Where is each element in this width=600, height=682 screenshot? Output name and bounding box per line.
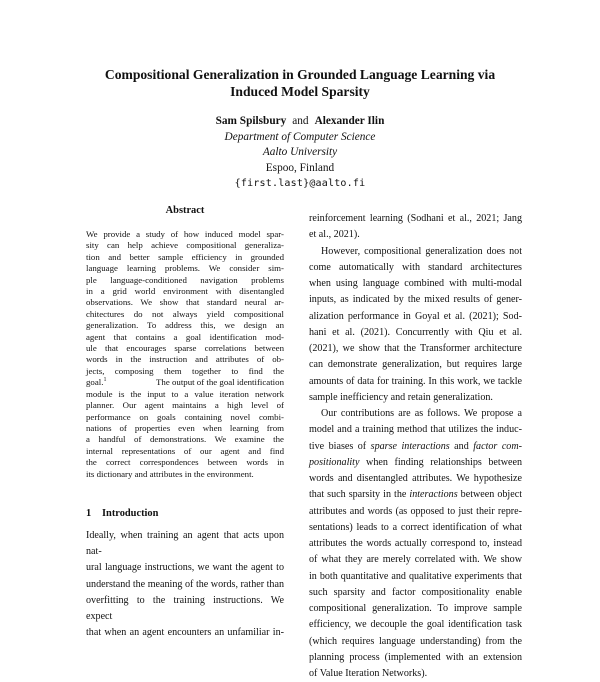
abstract-line: observations. We show that standard neural ar- [86, 297, 284, 308]
italic-run: interactions [409, 489, 458, 501]
author-names [0, 114, 600, 130]
right-line: sample inefficiency and retain generalization. [309, 391, 493, 403]
paper-title-line-1: Compositional Generalization in Grounded Language Learning via [104, 67, 496, 82]
right-line: (2021), we show that the Transformer architecture [309, 343, 522, 354]
right-line: alization performance in Goyal et al. (2021); Sod- [309, 310, 522, 322]
author-block [0, 114, 600, 192]
italic-run: positionality [309, 456, 360, 468]
abstract-line: language learning problems. We consider sim- [86, 263, 284, 274]
author-and: and [292, 115, 309, 127]
right-line: of Value Iteration Networks). [309, 668, 428, 679]
abstract-body [86, 229, 284, 480]
introduction-body [86, 528, 284, 641]
section-title: Introduction [102, 508, 159, 519]
right-line: compositional generalization. To improve sample [309, 603, 522, 614]
text-run: tive biases of [309, 440, 371, 452]
abstract-line: planner. Our agent maintains a high level of [86, 400, 284, 411]
right-line: hani et al. (2021). Concurrently with Qiu et al. [309, 326, 522, 338]
abstract-line: internal representations of our agent and find [86, 445, 284, 456]
abstract-line: performance on goals containing novel combi- [86, 411, 284, 422]
abstract-line-footnote [86, 377, 284, 388]
abstract-line: tion and better sample efficiency in grounded [86, 251, 284, 262]
abstract-line: sity can help achieve compositional generaliza- [86, 240, 284, 251]
abstract-line: a handful of demonstrations. We examine the [86, 434, 284, 445]
abstract-line: We provide a study of how induced model spar- [86, 229, 284, 239]
right-line-italic-2 [309, 455, 522, 471]
abstract-line: ule that encourages sparse correlations between [86, 343, 284, 354]
abstract-line: generalization. To address this, we design an [86, 320, 284, 331]
abstract-heading: Abstract [165, 205, 205, 216]
right-line-italic-1 [309, 439, 522, 455]
right-line: efficiency, we decouple the goal identification task [309, 619, 522, 631]
text-run: when finding relationships between [359, 456, 522, 468]
right-line: attributes and words (as opposed to just their repre- [309, 505, 522, 517]
right-line: amounts of data for training. In this work, we tackle [309, 375, 522, 387]
paper-title-line-2: Induced Model Sparsity [230, 84, 370, 99]
right-line: However, compositional generalization does not [321, 245, 522, 257]
intro-line: that when an agent encounters an unfamiliar in- [86, 627, 284, 639]
right-line: such sparsity and factor compositionality enable [309, 586, 522, 598]
location: Espoo, Finland [265, 161, 335, 174]
right-line-italic-3 [309, 487, 522, 503]
abstract-line: chitectures do not always yield compositional [86, 308, 284, 319]
footnote-marker: 1 [103, 377, 107, 384]
right-column-body [309, 211, 522, 682]
department: Department of Computer Science [224, 130, 376, 143]
right-line: words and disentangled attributes. We hypothesize [309, 473, 522, 484]
text-run: between object [457, 489, 523, 501]
italic-run: factor com- [473, 440, 522, 452]
abstract-line: ple language-conditioned navigation problems [86, 274, 284, 285]
right-line: of what they are merely correlated with. We show [309, 554, 522, 566]
right-line: planning process (implemented with an extension [309, 651, 522, 663]
abstract-line: jects, composing them together to find the [86, 365, 284, 376]
italic-run: sparse interactions [370, 440, 450, 452]
paper-title [40, 66, 560, 100]
right-line: can demonstrate generalization, but requires large [309, 359, 522, 371]
right-line: model and a training method that utilizes the induc- [309, 424, 522, 436]
author-2: Alexander Ilin [314, 115, 385, 127]
right-line: sentations) leads to a correct identification of what [309, 521, 522, 533]
intro-line: Ideally, when training an agent that acts upon nat- [86, 530, 284, 558]
abstract-line: module is the input to a value iteration network [86, 388, 284, 399]
intro-line: understand the meaning of the words, rather than [86, 578, 284, 590]
abstract-line: in a grid world environment with disentangled [86, 286, 284, 297]
abstract-line: agent that contains a goal identification mod- [86, 331, 284, 342]
abstract-goal-word [86, 377, 106, 388]
intro-line: ural language instructions, we want the agent to [86, 562, 284, 574]
right-line: inputs, as indicated by the mixed results of gener- [309, 294, 522, 306]
email: {first.last}@aalto.fi [234, 178, 366, 189]
abstract-line: its dictionary and attributes in the environment. [86, 468, 254, 479]
right-line: come automatically with standard architectures [309, 261, 522, 273]
right-line: reinforcement learning (Sodhani et al., 2021; Jang [309, 213, 522, 224]
section-heading-introduction [86, 508, 158, 519]
abstract-line: the correct correspondences between words in [86, 457, 284, 468]
section-number: 1 [86, 508, 92, 519]
abstract-line: nations of properties even when learning from [86, 422, 284, 433]
text-run: that such sparsity in the [309, 489, 410, 501]
abstract-goal-text: goal. [86, 377, 104, 388]
abstract-line-tail: The output of the goal identification [156, 377, 284, 388]
right-line: in both quantitative and qualitative experiments that [309, 570, 522, 582]
author-1: Sam Spilsbury [215, 115, 287, 127]
right-line: et al., 2021). [309, 229, 360, 241]
abstract-line: words in the instruction and attributes of ob- [86, 354, 284, 365]
right-line: Our contributions are as follows. We propose a [321, 408, 522, 419]
right-line: (which requires language understanding) from the [309, 635, 522, 647]
text-run: and [449, 440, 474, 452]
right-line: when using language combined with multi-modal [309, 278, 522, 289]
right-line: attributes the words actually correspond to, instead [309, 538, 522, 549]
university: Aalto University [262, 146, 338, 158]
intro-line: overfitting to the training instructions. We expect [86, 594, 284, 623]
